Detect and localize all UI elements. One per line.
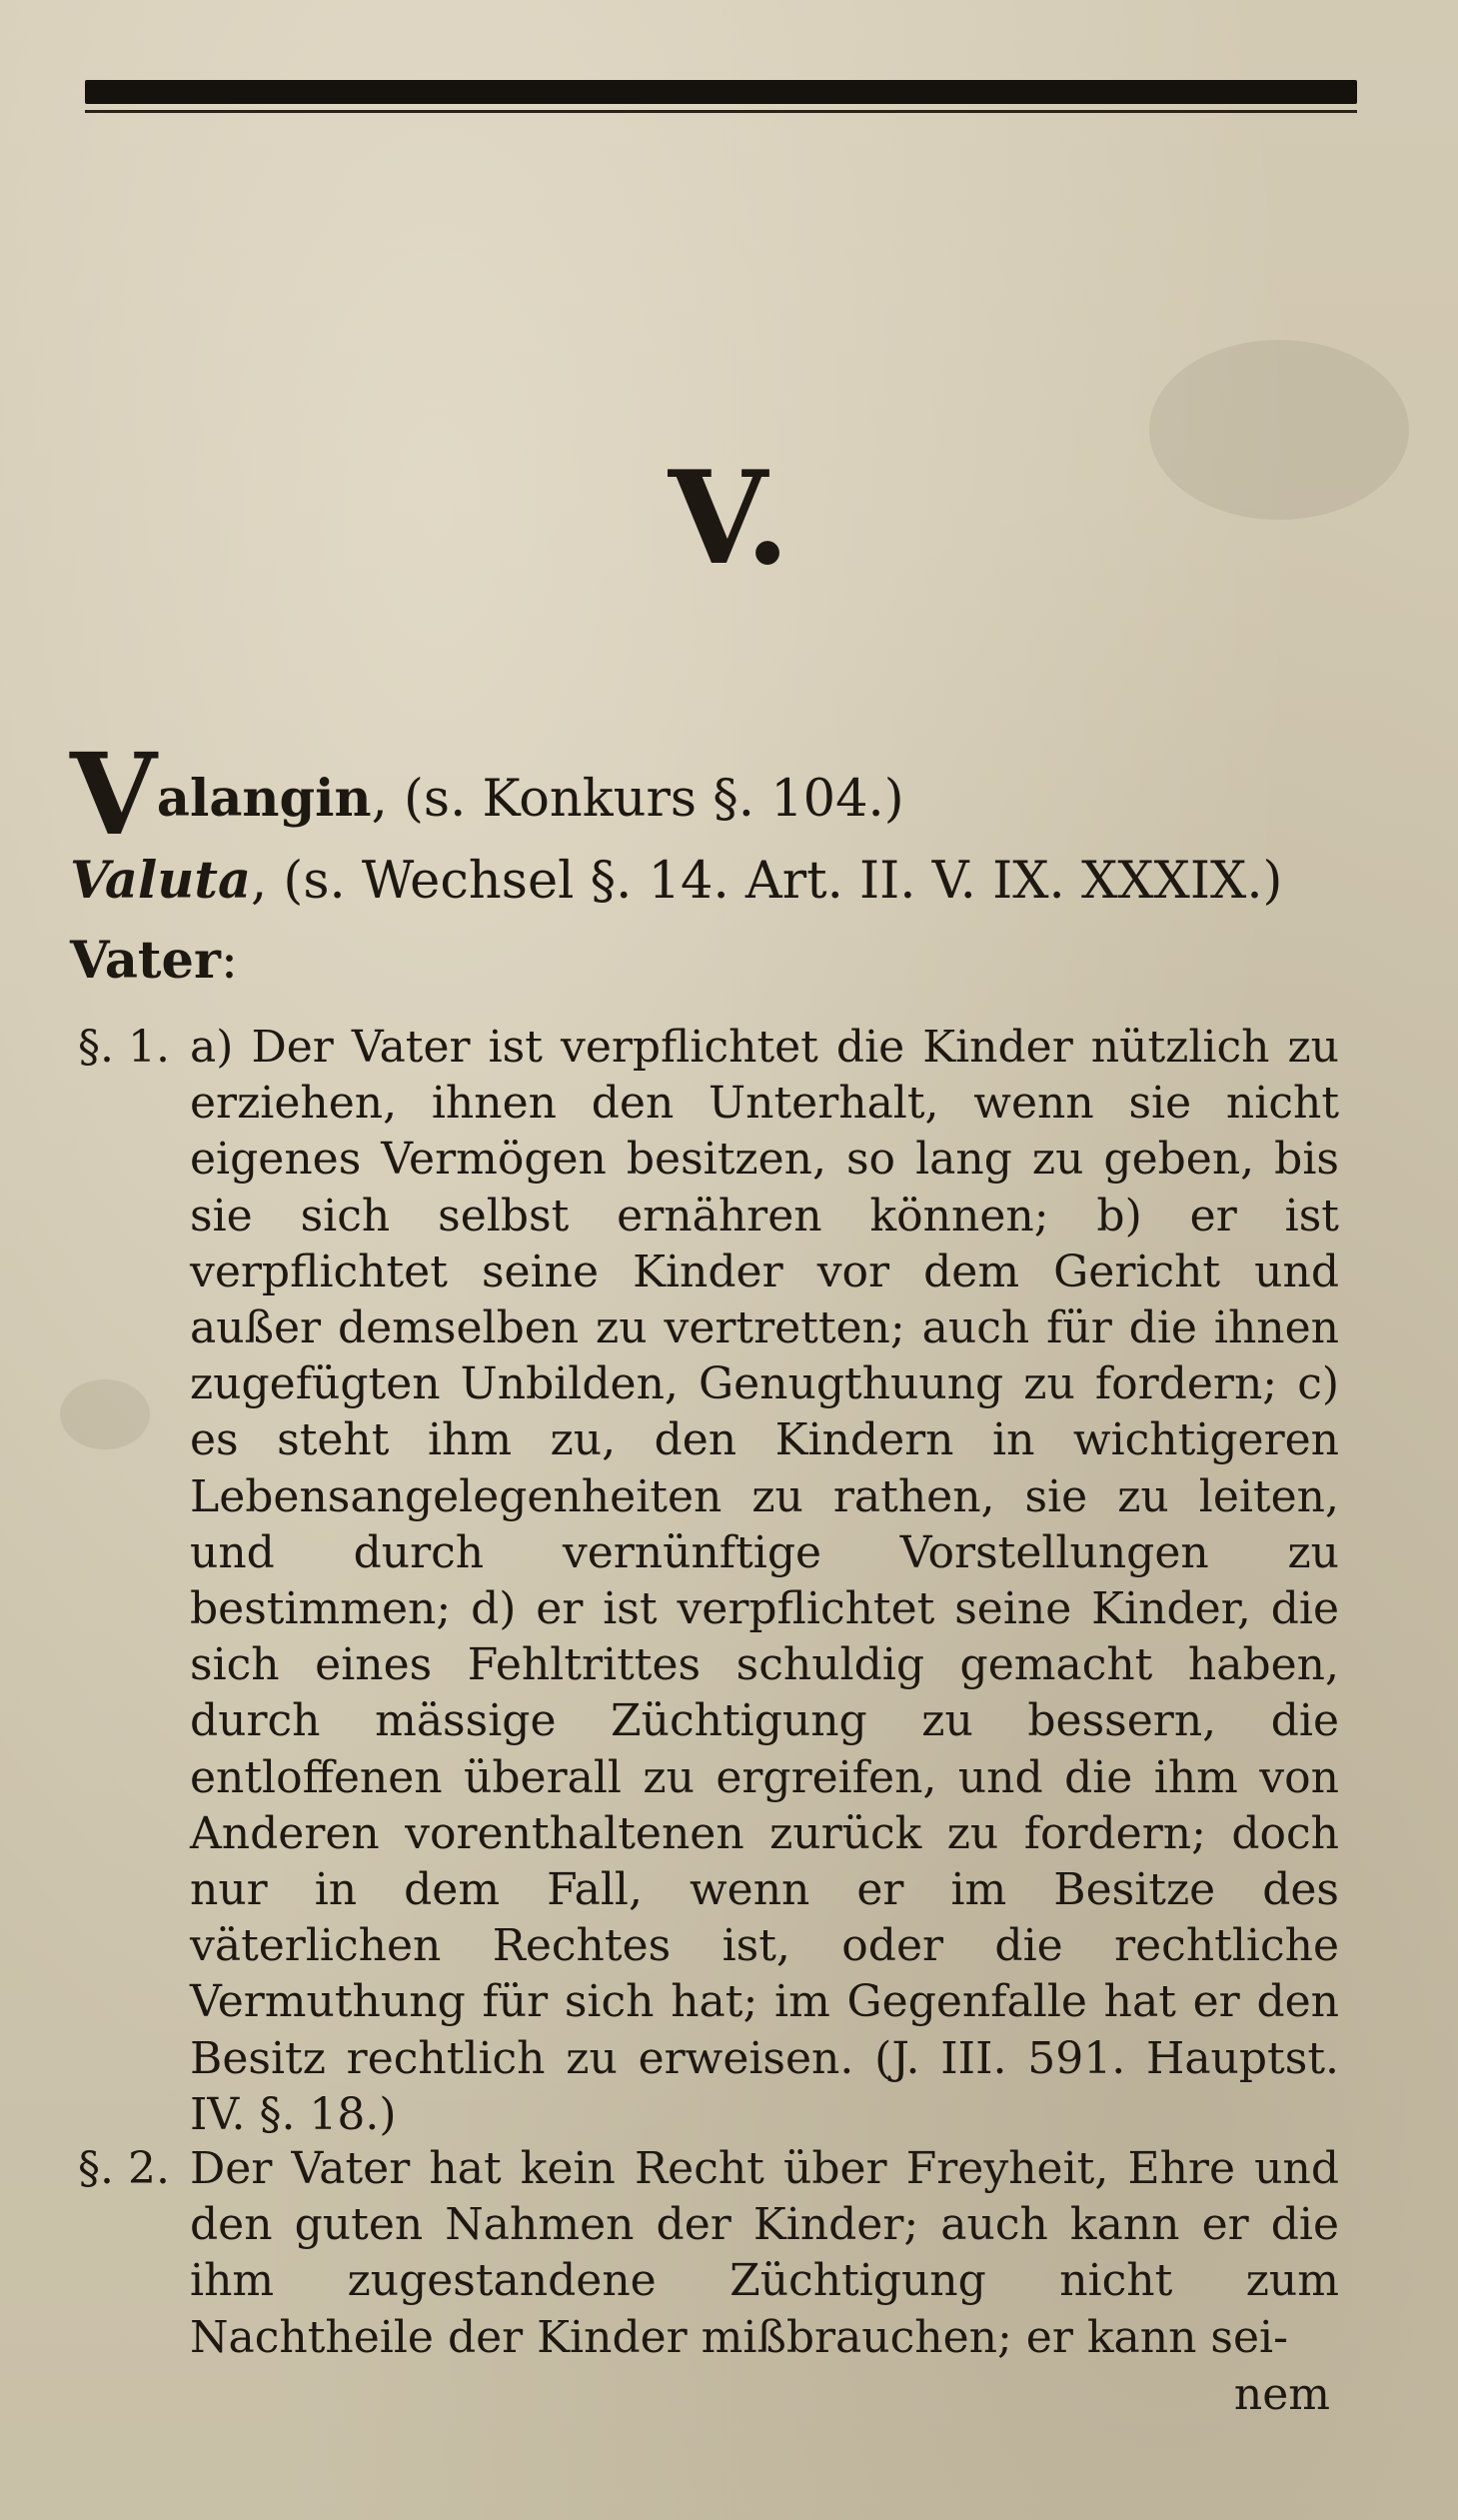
entry-vater xyxy=(70,930,238,993)
paragraph-marker: §. 1. xyxy=(78,1022,170,1073)
paragraph-marker: §. 2. xyxy=(78,2143,170,2194)
paper-stain xyxy=(60,1379,150,1449)
entry-valangin xyxy=(70,730,904,861)
catchword: nem xyxy=(1233,2369,1330,2420)
entry-valuta xyxy=(70,850,1282,913)
entry-lemma: alangin xyxy=(156,769,372,829)
paragraph-text: a) Der Vater ist verpflichtet die Kinder nützlich zu erziehen, ihnen den Unterhalt, wenn sie nicht eigenes Vermögen besitzen, so lang zu geben, bis sie sich selbst ernähren können; b) er ist verpflichtet seine Kinder vor dem Gericht und außer demselben zu vertretten; auch für die ihnen zugefügten Unbilden, Genugthuung zu fordern; c) es steht ihm zu, den Kindern in wichtigeren Lebensangelegenheiten zu rathen, sie zu leiten, und durch vernünftige Vorstellungen zu bestimmen; d) er ist verpflichtet seine Kinder, die sich eines Fehltrittes schuldig gemacht haben, durch mässige Züchtigung zu bessern, die entloffenen überall zu ergreifen, und die ihm von Anderen vorenthaltenen zurück zu fordern; doch nur in dem Fall, wenn er im Besitze des väterlichen Rechtes ist, oder die rechtliche Vermuthung für sich hat; im Gegenfalle hat er den Besitz rechtlich zu erweisen. (J. III. 591. Hauptst. IV. §. 18.) xyxy=(190,1022,1339,2140)
entry-reference: : xyxy=(220,932,238,991)
top-rule-thin xyxy=(85,110,1357,113)
entry-lemma: Vater xyxy=(70,931,221,991)
entry-lemma: Valuta xyxy=(70,851,251,911)
top-rule xyxy=(85,80,1357,104)
entry-reference: , (s. Konkurs §. 104.) xyxy=(371,770,904,829)
paragraph-2 xyxy=(78,2141,1339,2366)
section-letter: V. xyxy=(668,444,790,594)
entry-reference: , (s. Wechsel §. 14. Art. II. V. IX. XXXIX.) xyxy=(251,852,1283,911)
entry-initial: V xyxy=(70,730,157,861)
paragraph-1 xyxy=(78,1020,1339,2143)
paragraph-text: Der Vater hat kein Recht über Freyheit, Ehre und den guten Nahmen der Kinder; auch kann er die ihm zugestandene Züchtigung nicht zum Nachtheile der Kinder mißbrauchen; er kann sei- xyxy=(190,2143,1339,2363)
